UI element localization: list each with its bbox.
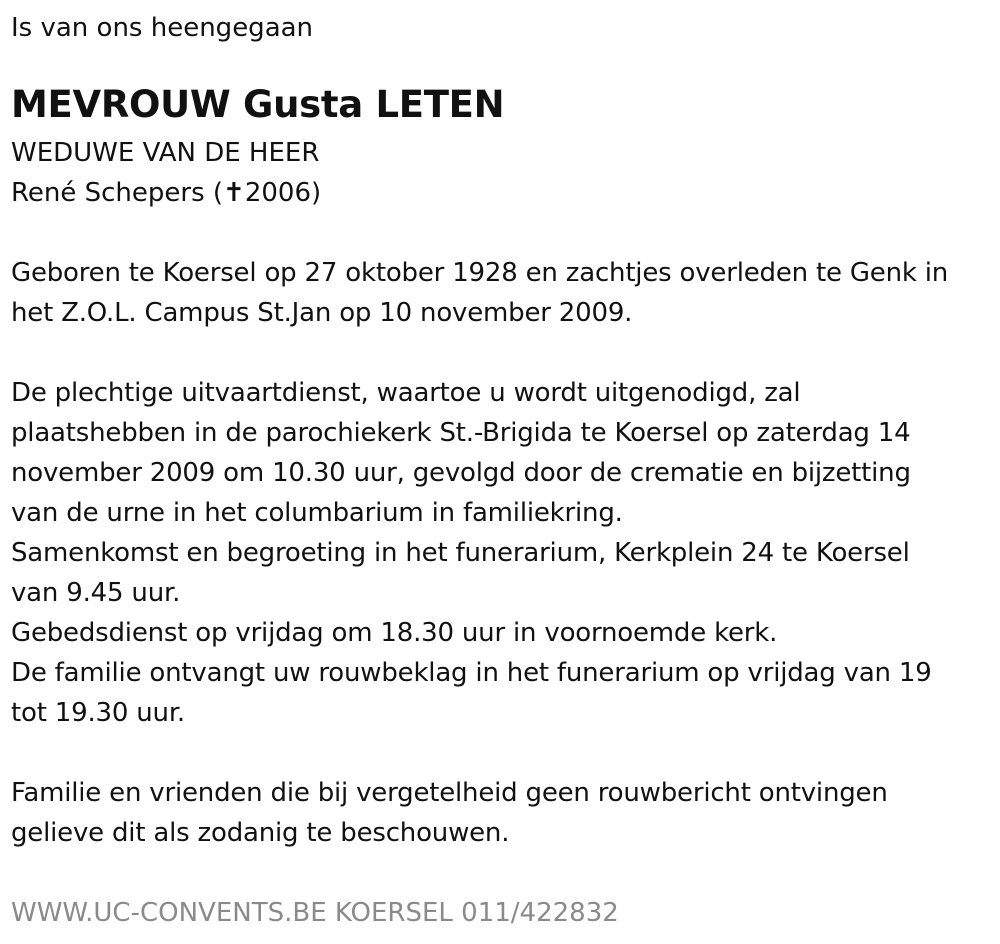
paragraph-line: De plechtige uitvaartdienst, waartoe u wordt uitgenodigd, zal: [11, 378, 801, 408]
paragraph-line: plaatshebben in de parochiekerk St.-Brigida te Koersel op zaterdag 14: [11, 418, 911, 448]
paragraph-line: Gebedsdienst op vrijdag om 18.30 uur in voornoemde kerk.: [11, 618, 778, 648]
paragraph-line: gelieve dit als zodanig te beschouwen.: [11, 818, 510, 848]
funeral-details-paragraph: [11, 373, 986, 733]
paragraph-line: De familie ontvangt uw rouwbeklag in het funerarium op vrijdag van 19: [11, 658, 932, 688]
paragraph-line: Familie en vrienden die bij vergetelheid geen rouwbericht ontvingen: [11, 778, 888, 808]
paragraph-line: Geboren te Koersel op 27 oktober 1928 en zachtjes overleden te Genk in: [11, 258, 949, 288]
footer-contact: WWW.UC-CONVENTS.BE KOERSEL 011/422832: [11, 898, 619, 928]
paragraph-line: november 2009 om 10.30 uur, gevolgd door de crematie en bijzetting: [11, 458, 911, 488]
paragraph-line: Samenkomst en begroeting in het funerarium, Kerkplein 24 te Koersel: [11, 538, 910, 568]
paragraph-line: het Z.O.L. Campus St.Jan op 10 november 2009.: [11, 298, 633, 328]
closing-paragraph: [11, 773, 986, 853]
spouse-name-line: René Schepers (✝2006): [11, 178, 322, 208]
deceased-name: MEVROUW Gusta LETEN: [11, 83, 505, 126]
paragraph-line: tot 19.30 uur.: [11, 698, 185, 728]
birth-death-paragraph: [11, 253, 986, 333]
intro-text: Is van ons heengegaan: [11, 13, 314, 43]
widow-of-line: WEDUWE VAN DE HEER: [11, 138, 320, 168]
paragraph-line: van 9.45 uur.: [11, 578, 181, 608]
paragraph-line: van de urne in het columbarium in familiekring.: [11, 498, 623, 528]
